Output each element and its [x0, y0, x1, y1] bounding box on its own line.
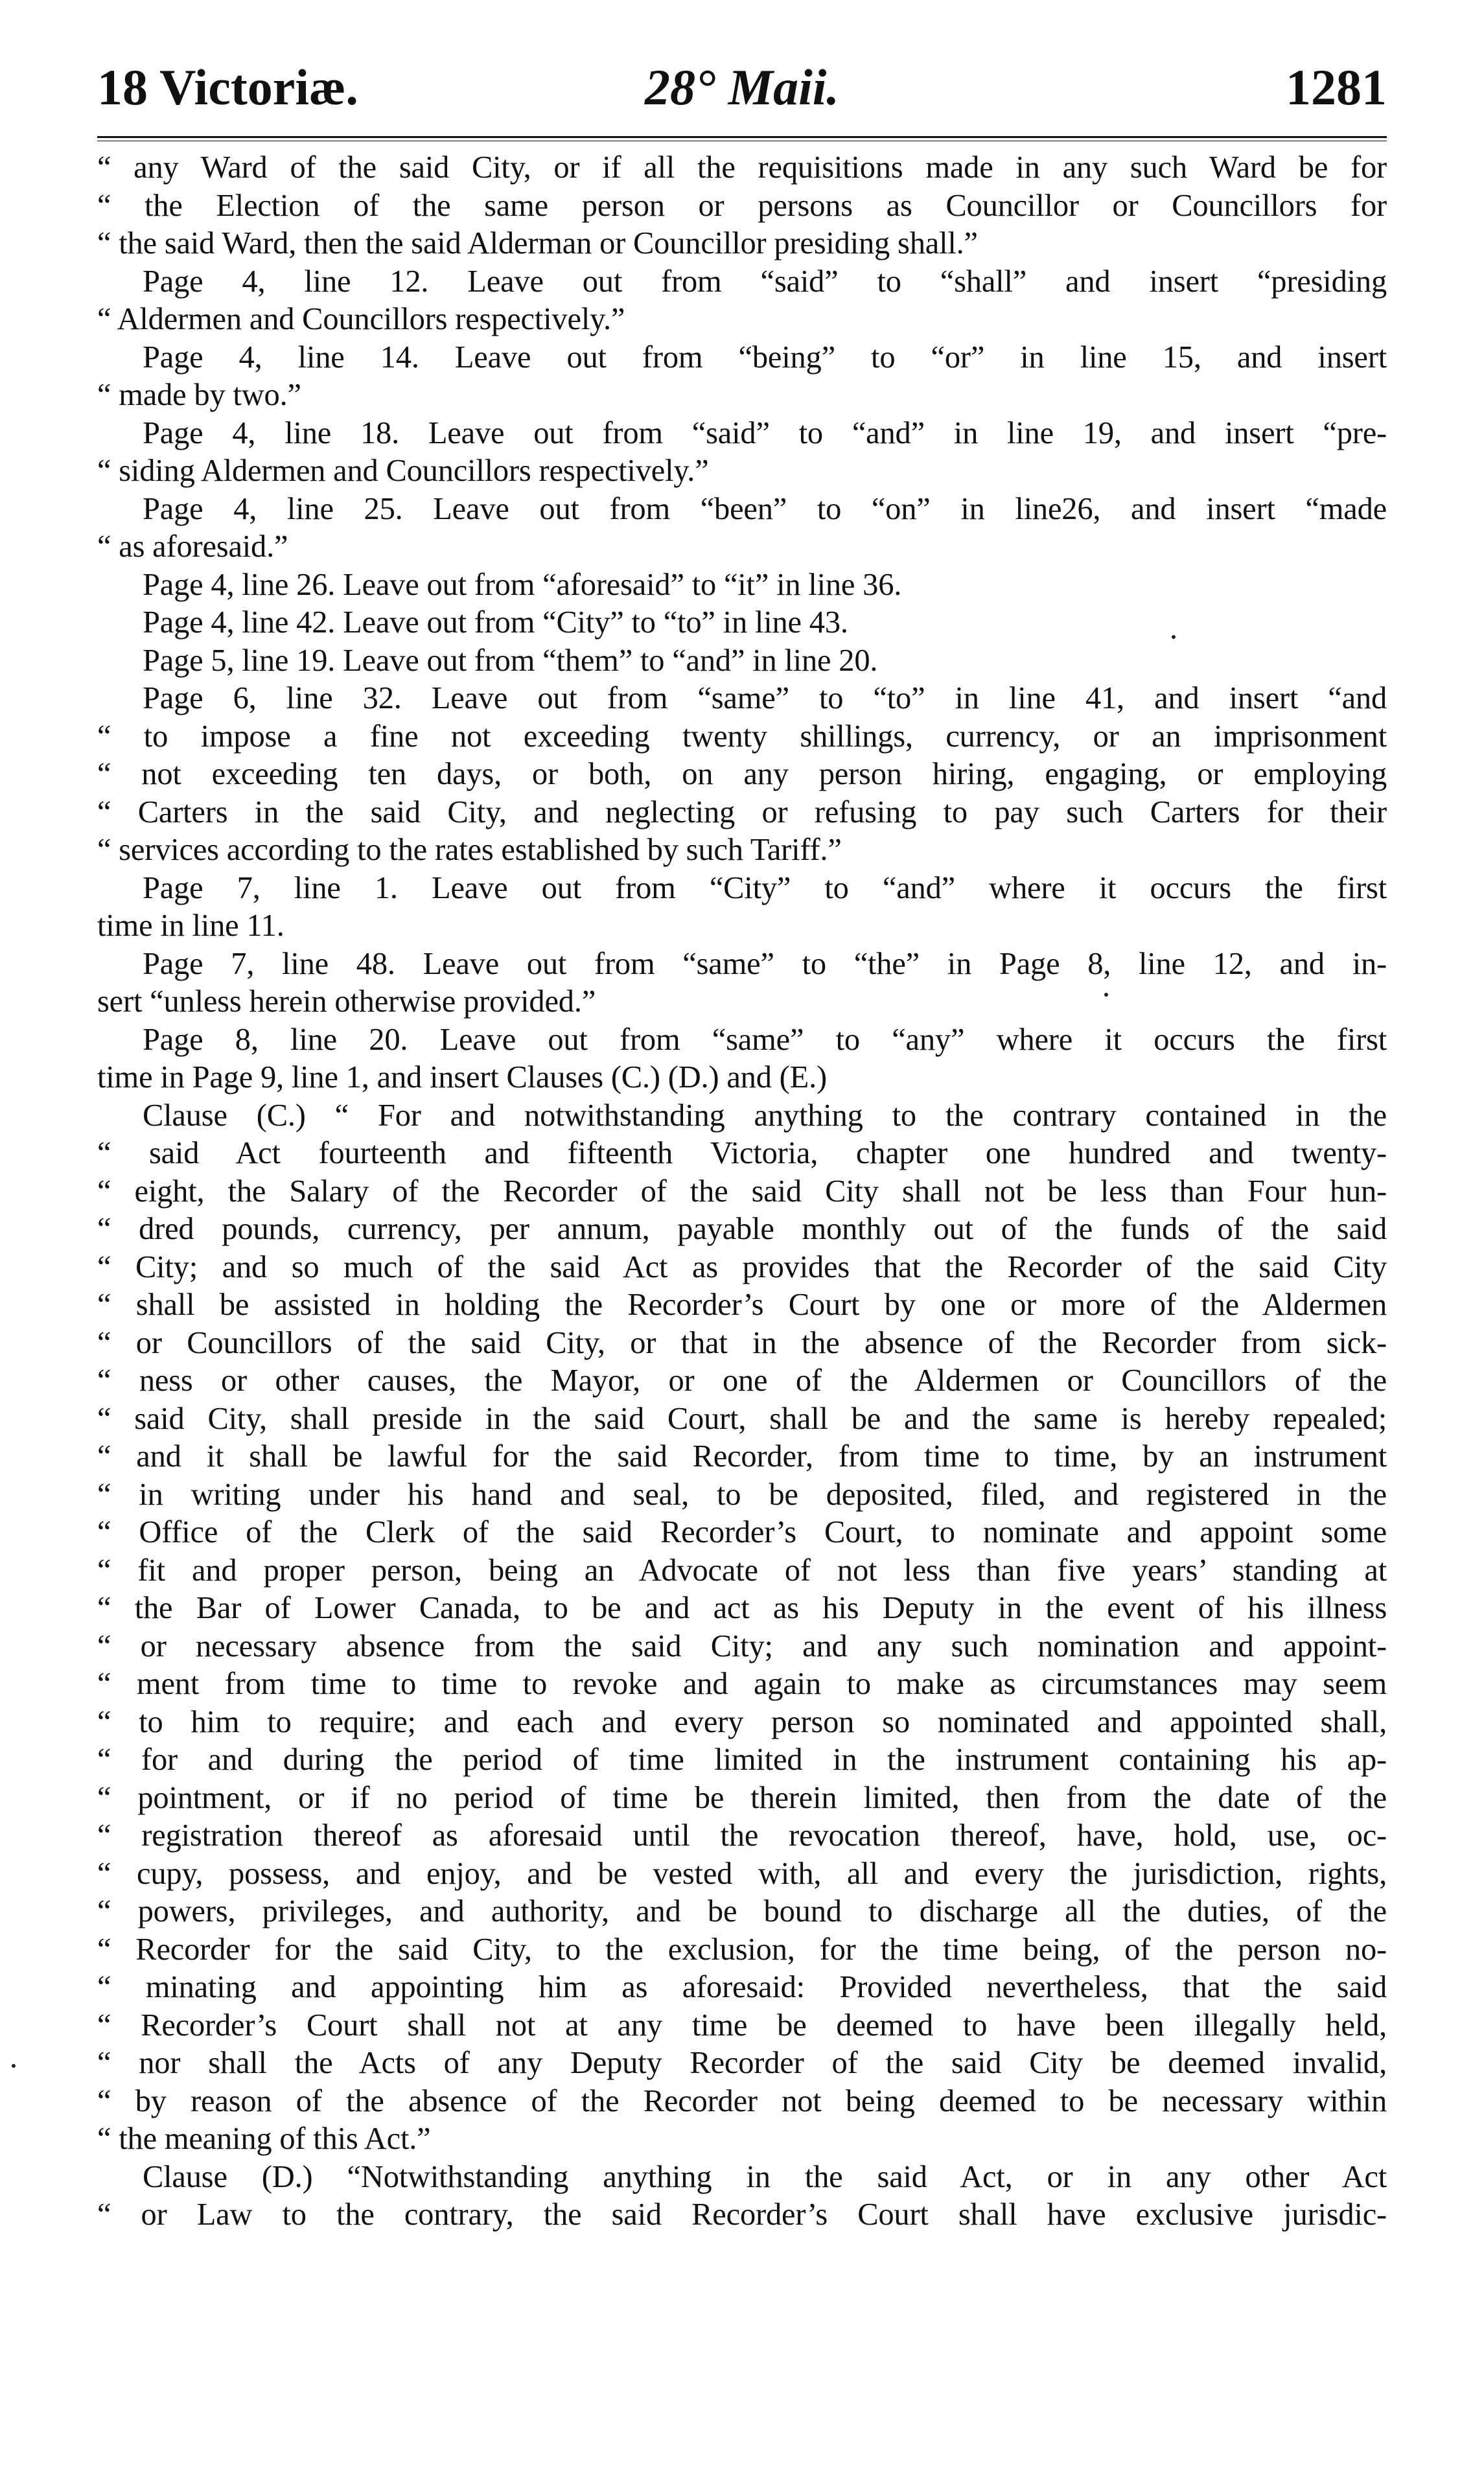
- text-line: “ Recorder’s Court shall not at any time be deemed to have been illegally held,: [97, 2008, 1387, 2043]
- text-line: Page 4, line 14. Leave out from “being” to “or” in line 15, and insert: [143, 340, 1387, 375]
- text-line: “ or Councillors of the said City, or that in the absence of the Recorder from sick-: [97, 1325, 1387, 1360]
- header-rule: [97, 136, 1387, 141]
- text-line: “ the said Ward, then the said Alderman or Councillor presiding shall.”: [97, 226, 978, 261]
- text-line: “ Office of the Clerk of the said Recorder’s Court, to nominate and appoint some: [97, 1515, 1387, 1549]
- text-line: “ cupy, possess, and enjoy, and be vested with, all and every the jurisdiction, rights,: [97, 1856, 1387, 1891]
- text-line: Clause (C.) “ For and notwithstanding anything to the contrary contained in the: [143, 1098, 1387, 1133]
- text-line: “ and it shall be lawful for the said Recorder, from time to time, by an instrument: [97, 1439, 1387, 1474]
- text-line: “ Aldermen and Councillors respectively.”: [97, 302, 625, 336]
- stray-mark: [12, 2064, 16, 2068]
- regnal-year: 18 Victoriæ.: [97, 59, 358, 115]
- text-line: “ said City, shall preside in the said Court, shall be and the same is hereby repealed;: [97, 1401, 1387, 1436]
- text-line: Page 5, line 19. Leave out from “them” to “and” in line 20.: [143, 643, 878, 678]
- text-line: Page 4, line 25. Leave out from “been” to “on” in line26, and insert “made: [143, 491, 1387, 526]
- text-line: “ fit and proper person, being an Advocate of not less than five years’ standing at: [97, 1553, 1387, 1588]
- text-line: “ minating and appointing him as aforesaid: Provided nevertheless, that the said: [97, 1970, 1387, 2004]
- text-line: “ the Election of the same person or persons as Councillor or Councillors for: [97, 188, 1387, 223]
- text-line: “ said Act fourteenth and fifteenth Victoria, chapter one hundred and twenty-: [97, 1136, 1387, 1170]
- page-number: 1281: [1286, 59, 1387, 115]
- text-line: “ to impose a fine not exceeding twenty shillings, currency, or an imprisonment: [97, 719, 1387, 754]
- running-head: [97, 39, 1387, 136]
- text-line: “ pointment, or if no period of time be therein limited, then from the date of the: [97, 1780, 1387, 1815]
- text-line: sert “unless herein otherwise provided.”: [97, 984, 596, 1019]
- text-line: “ as aforesaid.”: [97, 529, 288, 564]
- text-line: Page 4, line 26. Leave out from “aforesaid” to “it” in line 36.: [143, 567, 902, 602]
- text-line: Page 4, line 18. Leave out from “said” to “and” in line 19, and insert “pre-: [143, 415, 1387, 450]
- text-line: “ Recorder for the said City, to the exclusion, for the time being, of the person no-: [97, 1932, 1387, 1967]
- text-line: “ eight, the Salary of the Recorder of the said City shall not be less than Four hun-: [97, 1174, 1387, 1209]
- text-line: “ Carters in the said City, and neglecting or refusing to pay such Carters for their: [97, 794, 1387, 829]
- text-line: Page 7, line 48. Leave out from “same” to “the” in Page 8, line 12, and in-: [143, 946, 1387, 981]
- text-line: time in line 11.: [97, 909, 284, 943]
- text-line: “ City; and so much of the said Act as provides that the Recorder of the said City: [97, 1249, 1387, 1284]
- text-line: “ any Ward of the said City, or if all the requisitions made in any such Ward be for: [97, 150, 1387, 185]
- text-line: “ by reason of the absence of the Recorder not being deemed to be necessary within: [97, 2083, 1387, 2118]
- text-line: “ shall be assisted in holding the Recorder’s Court by one or more of the Aldermen: [97, 1288, 1387, 1322]
- body-text: [97, 149, 1387, 2234]
- text-line: Page 6, line 32. Leave out from “same” to “to” in line 41, and insert “and: [143, 681, 1387, 715]
- text-line: “ in writing under his hand and seal, to be deposited, filed, and registered in the: [97, 1477, 1387, 1512]
- text-line: “ the Bar of Lower Canada, to be and act as his Deputy in the event of his illness: [97, 1591, 1387, 1625]
- session-date: [97, 39, 1387, 136]
- text-line: “ ness or other causes, the Mayor, or one of the Aldermen or Councillors of the: [97, 1363, 1387, 1398]
- text-line: “ services according to the rates established by such Tariff.”: [97, 833, 842, 867]
- text-line: “ dred pounds, currency, per annum, payable monthly out of the funds of the said: [97, 1212, 1387, 1246]
- text-line: “ nor shall the Acts of any Deputy Recorder of the said City be deemed invalid,: [97, 2046, 1387, 2080]
- text-line: “ siding Aldermen and Councillors respectively.”: [97, 454, 709, 488]
- text-line: Page 7, line 1. Leave out from “City” to “and” where it occurs the first: [143, 870, 1387, 905]
- text-line: Page 4, line 42. Leave out from “City” to “to” in line 43.: [143, 605, 848, 640]
- text-line: “ ment from time to time to revoke and again to make as circumstances may seem: [97, 1667, 1387, 1701]
- text-line: “ or necessary absence from the said City; and any such nomination and appoint-: [97, 1628, 1387, 1663]
- stray-mark: [1104, 993, 1108, 997]
- text-line: “ or Law to the contrary, the said Recorder’s Court shall have exclusive jurisdic-: [97, 2197, 1387, 2232]
- text-line: Page 8, line 20. Leave out from “same” to “any” where it occurs the first: [143, 1022, 1387, 1057]
- document-page: [97, 39, 1387, 2234]
- text-line: “ not exceeding ten days, or both, on any person hiring, engaging, or employing: [97, 757, 1387, 791]
- text-line: “ made by two.”: [97, 378, 301, 412]
- text-line: “ the meaning of this Act.”: [97, 2122, 431, 2156]
- session-date-text: 28° Maii.: [645, 59, 839, 115]
- text-line: “ to him to require; and each and every person so nominated and appointed shall,: [97, 1704, 1387, 1739]
- text-line: Clause (D.) “Notwithstanding anything in the said Act, or in any other Act: [143, 2159, 1387, 2194]
- text-line: time in Page 9, line 1, and insert Clauses (C.) (D.) and (E.): [97, 1060, 827, 1095]
- text-line: “ for and during the period of time limited in the instrument containing his ap-: [97, 1743, 1387, 1777]
- text-line: “ registration thereof as aforesaid until the revocation thereof, have, hold, use, oc-: [97, 1818, 1387, 1853]
- text-line: Page 4, line 12. Leave out from “said” to “shall” and insert “presiding: [143, 264, 1387, 299]
- text-line: “ powers, privileges, and authority, and be bound to discharge all the duties, of the: [97, 1894, 1387, 1928]
- stray-mark: [1172, 635, 1176, 639]
